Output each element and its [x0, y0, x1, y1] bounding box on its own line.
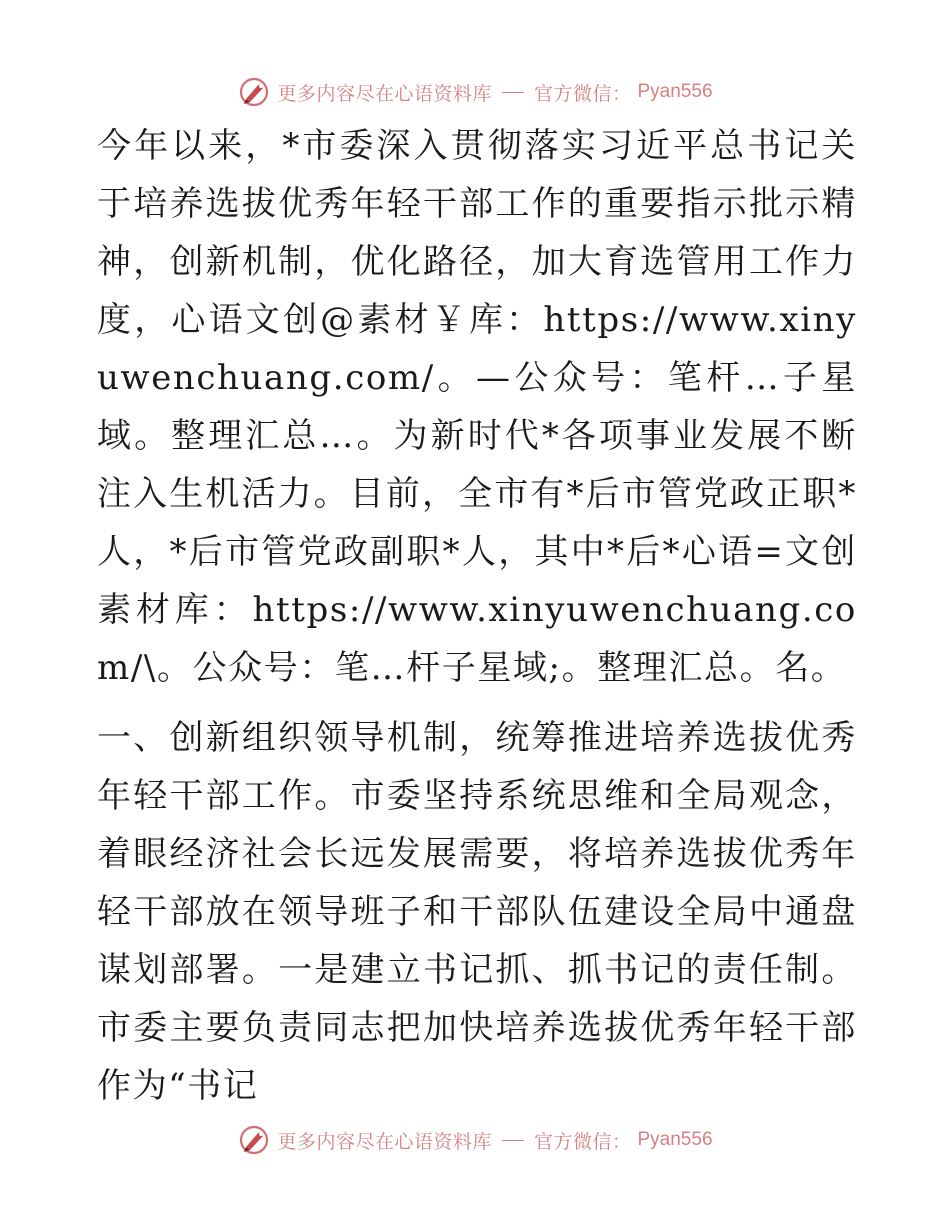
pen-logo-icon [237, 75, 271, 109]
footer-watermark-banner [0, 1118, 950, 1162]
header-wechat-account: Pyan556 [637, 81, 713, 102]
footer-wechat-label: 官方微信： [533, 1130, 632, 1153]
footer-brand-text: 更多内容尽在心语资料库 [277, 1130, 492, 1153]
footer-wechat-account: Pyan556 [637, 1129, 713, 1150]
header-banner-content [237, 75, 712, 109]
header-dash-divider [502, 92, 524, 93]
header-wechat-label: 官方微信： [533, 82, 632, 105]
paragraph-section-one: 一、创新组织领导机制，统筹推进培养选拔优秀年轻干部工作。市委坚持系统思维和全局观念，着眼经济社会长远发展需要，将培养选拔优秀年轻干部放在领导班子和干部队伍建设全局中通盘谋划部署。一是建立书记抓、抓书记的责任制。市委主要负责同志把加快培养选拔优秀年轻干部作为“书记 [97, 718, 857, 1106]
footer-banner-content [237, 1123, 712, 1157]
paragraph-intro: 今年以来，*市委深入贯彻落实习近平总书记关于培养选拔优秀年轻干部工作的重要指示批示精神，创新机制，优化路径，加大育选管用工作力度，心语文创@素材￥库：https://www.xinyuwenchuang.com/。—公众号：笔杆…子星域。整理汇总…。为新时代*各项事业发展不断注入生机活力。目前，全市有*后市管党政正职*人，*后市管党政副职*人，其中*后*心语=文创素材库：https://www.xinyuwenchuang.com/\。公众号：笔…杆子星域;。整理汇总。名。 [97, 126, 857, 688]
footer-dash-divider [502, 1140, 524, 1141]
document-body [97, 117, 857, 1115]
pen-logo-icon [237, 1123, 271, 1157]
header-watermark-banner [0, 70, 950, 114]
header-brand-text: 更多内容尽在心语资料库 [277, 82, 492, 105]
